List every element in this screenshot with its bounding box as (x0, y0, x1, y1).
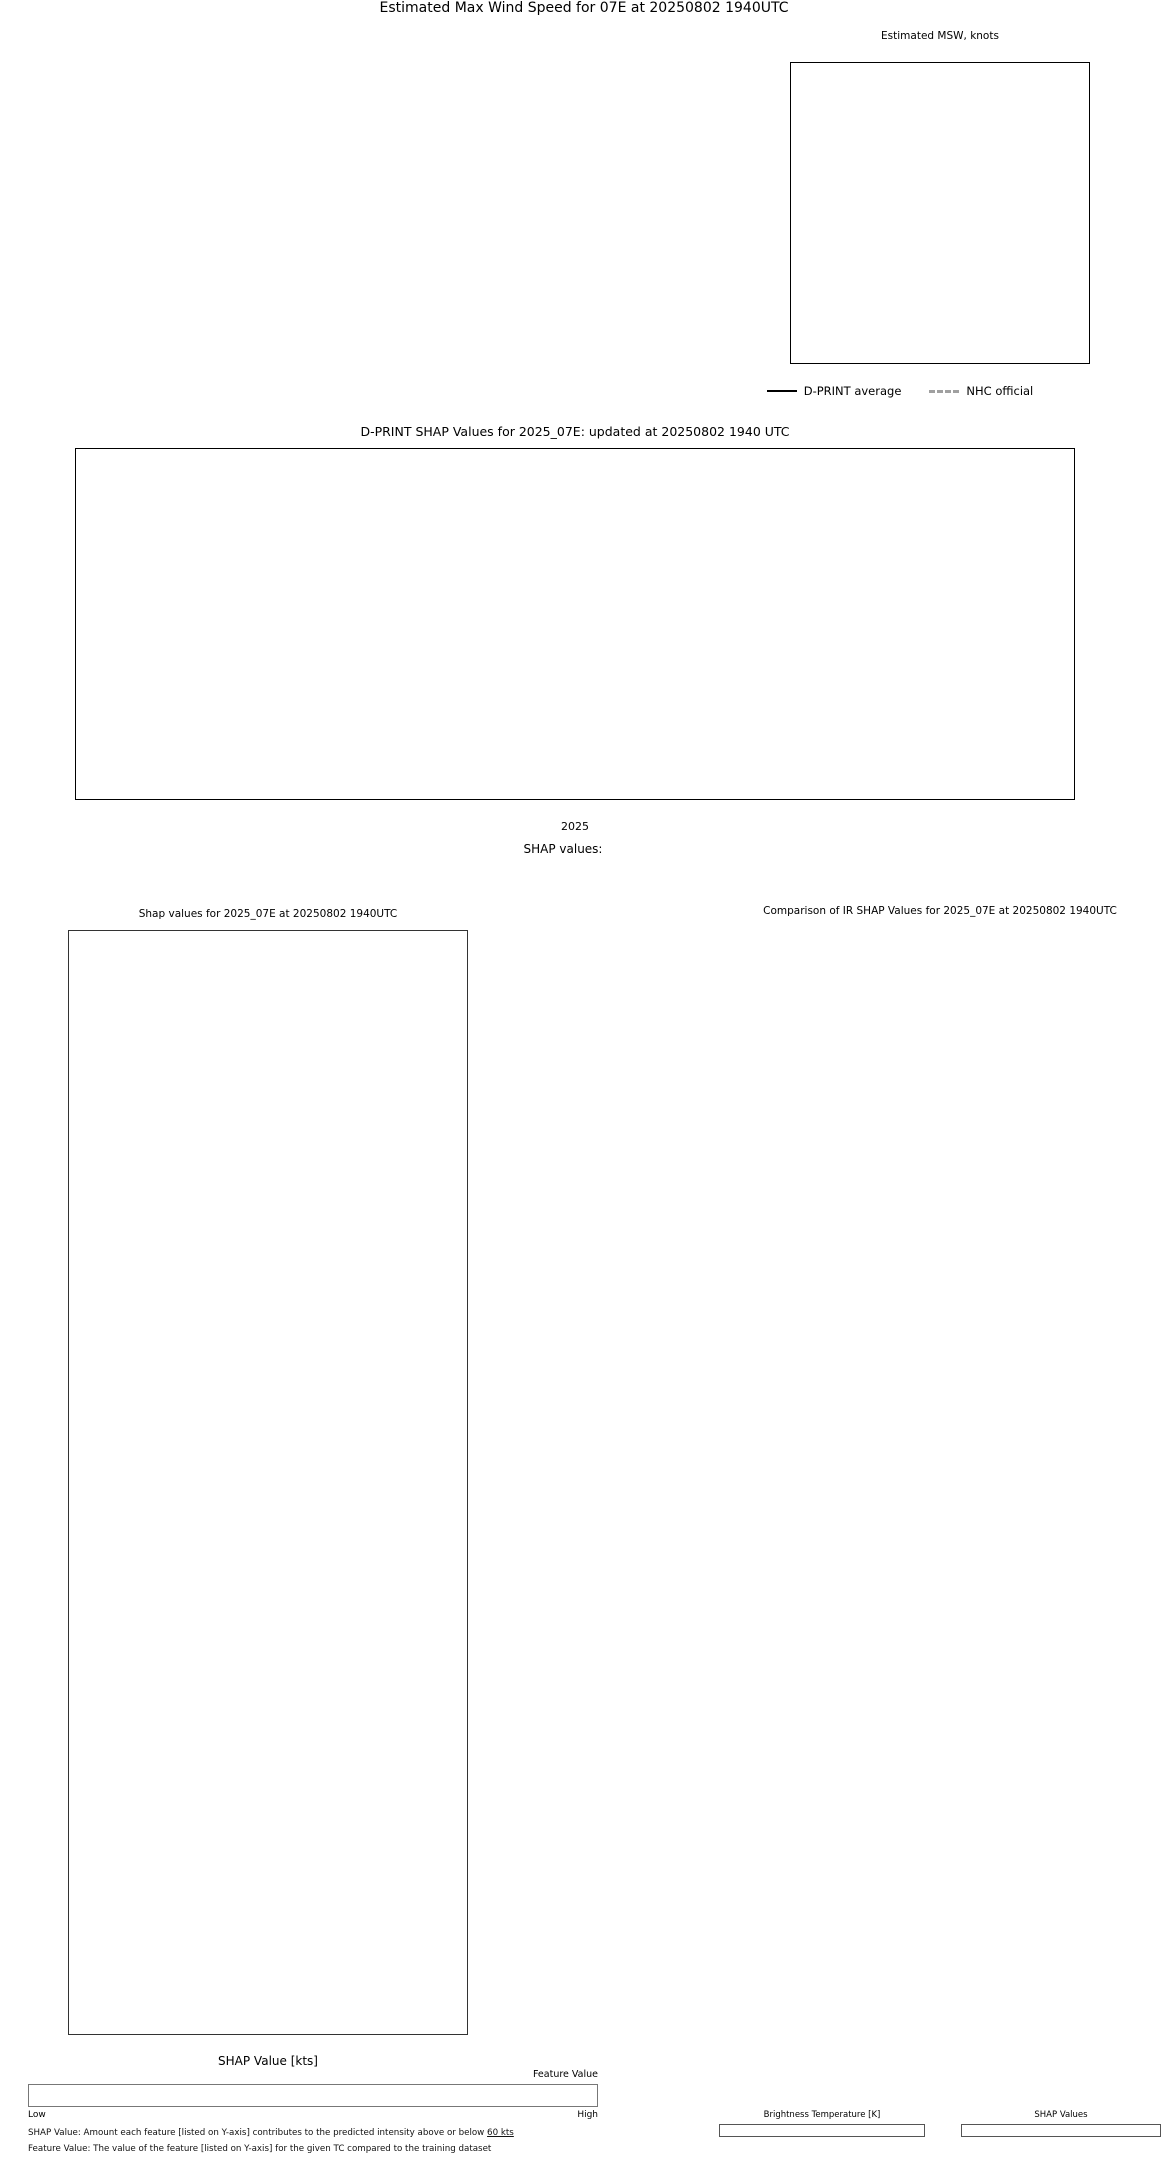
shap-dotplot (68, 930, 468, 2035)
page-title: Estimated Max Wind Speed for 07E at 20250802 1940UTC (379, 0, 789, 16)
timeseries-title: D-PRINT SHAP Values for 2025_07E: updated at 20250802 1940 UTC (360, 424, 790, 439)
dotplot-xlabel: SHAP Value [kts] (218, 2054, 318, 2068)
msw-histogram (790, 62, 1090, 364)
footnote-shap-value (28, 2128, 648, 2138)
dashed-line-swatch (929, 390, 959, 393)
legend-label: D-PRINT average (803, 384, 902, 398)
footnote-underline: 60 kts (487, 2128, 514, 2138)
feature-value-colorbar-title: Feature Value (532, 2069, 598, 2080)
ir-comparison-title: Comparison of IR SHAP Values for 2025_07E at 20250802 1940UTC (763, 905, 1117, 917)
timeseries-xlabel: 2025 (561, 820, 589, 833)
footnote-text: SHAP Value: Amount each feature [listed on Y-axis] contributes to the predicted intensity above or below (28, 2128, 488, 2138)
bt-colorbar-title: Brightness Temperature [K] (763, 2110, 881, 2120)
shap-colorbar (961, 2124, 1161, 2137)
histogram-legend (640, 384, 1160, 398)
histogram-title: Estimated MSW, knots (881, 30, 999, 42)
footnote-feature-value (28, 2144, 648, 2154)
feature-value-low-label: Low (28, 2110, 46, 2120)
footnote-text: Feature Value: The value of the feature [listed on Y-axis] for the given TC compared to the training dataset (28, 2144, 492, 2154)
legend-label: NHC official (966, 384, 1034, 398)
bt-colorbar (719, 2124, 925, 2137)
solid-line-swatch (767, 390, 797, 392)
shap-timeseries-plot (75, 448, 1075, 800)
dotplot-title: Shap values for 2025_07E at 20250802 1940UTC (138, 908, 398, 920)
legend-item-nhc (929, 384, 1033, 398)
feature-value-high-label: High (577, 2110, 598, 2120)
legend-item-dprint (767, 384, 902, 398)
feature-value-colorbar (28, 2084, 598, 2107)
timeseries-legend-title: SHAP values: (523, 842, 603, 856)
timeseries-legend-row1 (75, 842, 1075, 856)
shap-colorbar-title: SHAP Values (1034, 2110, 1088, 2120)
